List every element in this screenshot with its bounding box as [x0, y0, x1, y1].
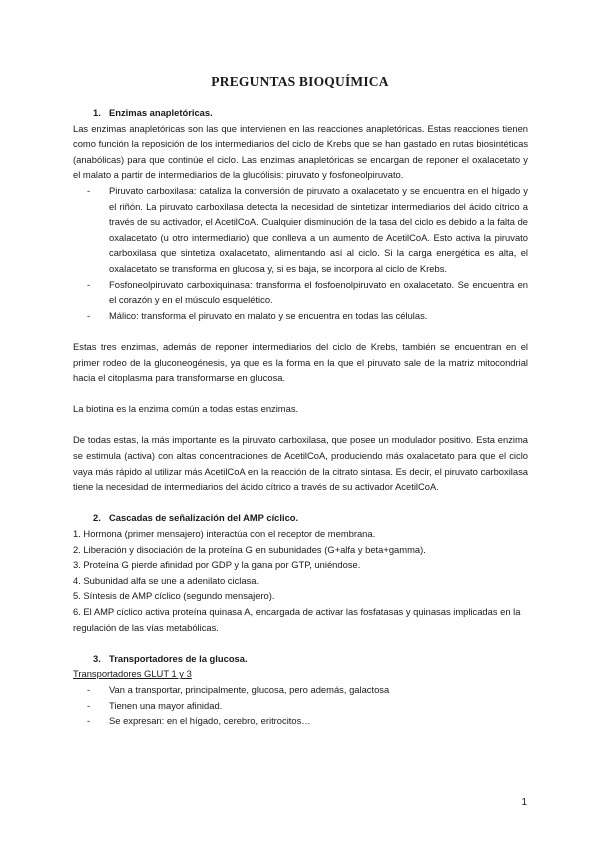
list-item: 5. Síntesis de AMP cíclico (segundo mensajero).	[73, 590, 275, 602]
dash-bullet: -	[87, 715, 91, 727]
list-item-text: Piruvato carboxilasa: cataliza la conversión de piruvato a oxalacetato y se encuentra en el hígado y el riñón. La piruvato carboxilasa detecta la necesidad de sintetizar intermediarios del ácido cítrico a través de su activador, el AcetilCoA. Cualquier disminución de la tasa del ciclo es debido a la falta de oxalacetato (u otro intermediario) que conlleva a un aumento de AcetilCoA. Esto activa la piruvato carboxilasa que sintetiza oxalacetato, alimentando así al ciclo. Si la carga energética es alta, el oxalacetato se transforma en glucosa y, si es baja, se incorpora al ciclo de Krebs.	[109, 184, 528, 274]
section-1-paragraph-4: De todas estas, la más importante es la piruvato carboxilasa, que posee un modulador positivo. Esta enzima se estimula (activa) con altas concentraciones de AcetilCoA, produciendo más oxalacetato para que el ciclo vaya más rápido al utilizar más AcetilCoA en la reacción de la citrato sintasa. Es decir, el piruvato carboxilasa tiene la necesidad de intermediarios del ácido cítrico a través de su activador AcetilCoA.	[73, 434, 528, 493]
list-item-text: Tienen una mayor afinidad.	[109, 699, 223, 711]
list-item	[73, 713, 528, 729]
section-1-paragraph-2: Estas tres enzimas, además de reponer intermediarios del ciclo de Krebs, también se encuentran en el primer rodeo de la gluconeogénesis, ya que es la forma en la que el piruvato sale de la matriz mitocondrial hacia el citoplasma para transformarse en glucosa.	[73, 340, 528, 384]
list-item: 1. Hormona (primer mensajero) interactúa con el receptor de membrana.	[73, 528, 376, 540]
section-1-number: 1.	[93, 107, 101, 118]
section-1-paragraph-3: La biotina es la enzima común a todas estas enzimas.	[73, 403, 299, 415]
camp-steps-list	[73, 526, 528, 635]
section-3-title: Transportadores de la glucosa.	[109, 652, 248, 664]
list-item-text: Se expresan: en el hígado, cerebro, eritrocitos…	[109, 715, 311, 727]
dash-bullet: -	[87, 699, 91, 711]
document-body	[73, 105, 528, 729]
list-item	[73, 682, 528, 698]
dash-bullet: -	[87, 278, 91, 290]
page-title: PREGUNTAS BIOQUÍMICA	[211, 74, 389, 89]
enzyme-list	[73, 183, 528, 323]
list-item: 6. El AMP cíclico activa proteína quinasa A, encargada de activar las fosfatasas y quinasas implicadas en la regulación de las vías metabólicas.	[73, 606, 521, 633]
dash-bullet: -	[87, 184, 91, 196]
list-item: 3. Proteína G pierde afinidad por GDP y la gana por GTP, uniéndose.	[73, 559, 361, 571]
section-2-title: Cascadas de señalización del AMP cíclico.	[109, 512, 299, 524]
list-item-text: Van a transportar, principalmente, glucosa, pero además, galactosa	[109, 683, 390, 695]
glut-list	[73, 682, 528, 729]
section-1-intro: Las enzimas anapletóricas son las que intervienen en las reacciones anapletóricas. Estas reacciones tienen como función la reposición de los intermediarios del ciclo de Krebs que se han gastado en rutas biosintéticas (anabólicas) para que continúe el ciclo. Las enzimas anapletóricas se encargan de reponer el oxalacetato y el malato a partir de intermediarios de la glucólisis: piruvato y fosfoneolpiruvato.	[73, 122, 528, 181]
section-2-number: 2.	[93, 512, 101, 524]
list-item	[73, 308, 528, 324]
section-1-heading	[93, 105, 528, 121]
list-item: 2. Liberación y disociación de la proteína G en subunidades (G+alfa y beta+gamma).	[73, 543, 426, 555]
section-1-title: Enzimas anapletóricas.	[109, 107, 213, 118]
page-number: 1	[521, 797, 527, 808]
section-2-heading	[93, 510, 528, 526]
dash-bullet: -	[87, 683, 91, 695]
list-item-text: Fosfoneolpiruvato carboxiquinasa: transforma el fosfoenolpiruvato en oxalacetato. Se encuentra en el corazón y en el músculo esquelético.	[109, 278, 528, 306]
list-item	[73, 277, 528, 308]
section-3-number: 3.	[93, 652, 101, 664]
list-item	[73, 698, 528, 714]
glut-subheading: Transportadores GLUT 1 y 3	[73, 668, 192, 680]
list-item	[73, 183, 528, 277]
list-item: 4. Subunidad alfa se une a adenilato ciclasa.	[73, 574, 260, 586]
dash-bullet: -	[87, 309, 91, 321]
list-item-text: Málico: transforma el piruvato en malato y se encuentra en todas las células.	[109, 309, 428, 321]
section-3-heading	[93, 651, 528, 667]
